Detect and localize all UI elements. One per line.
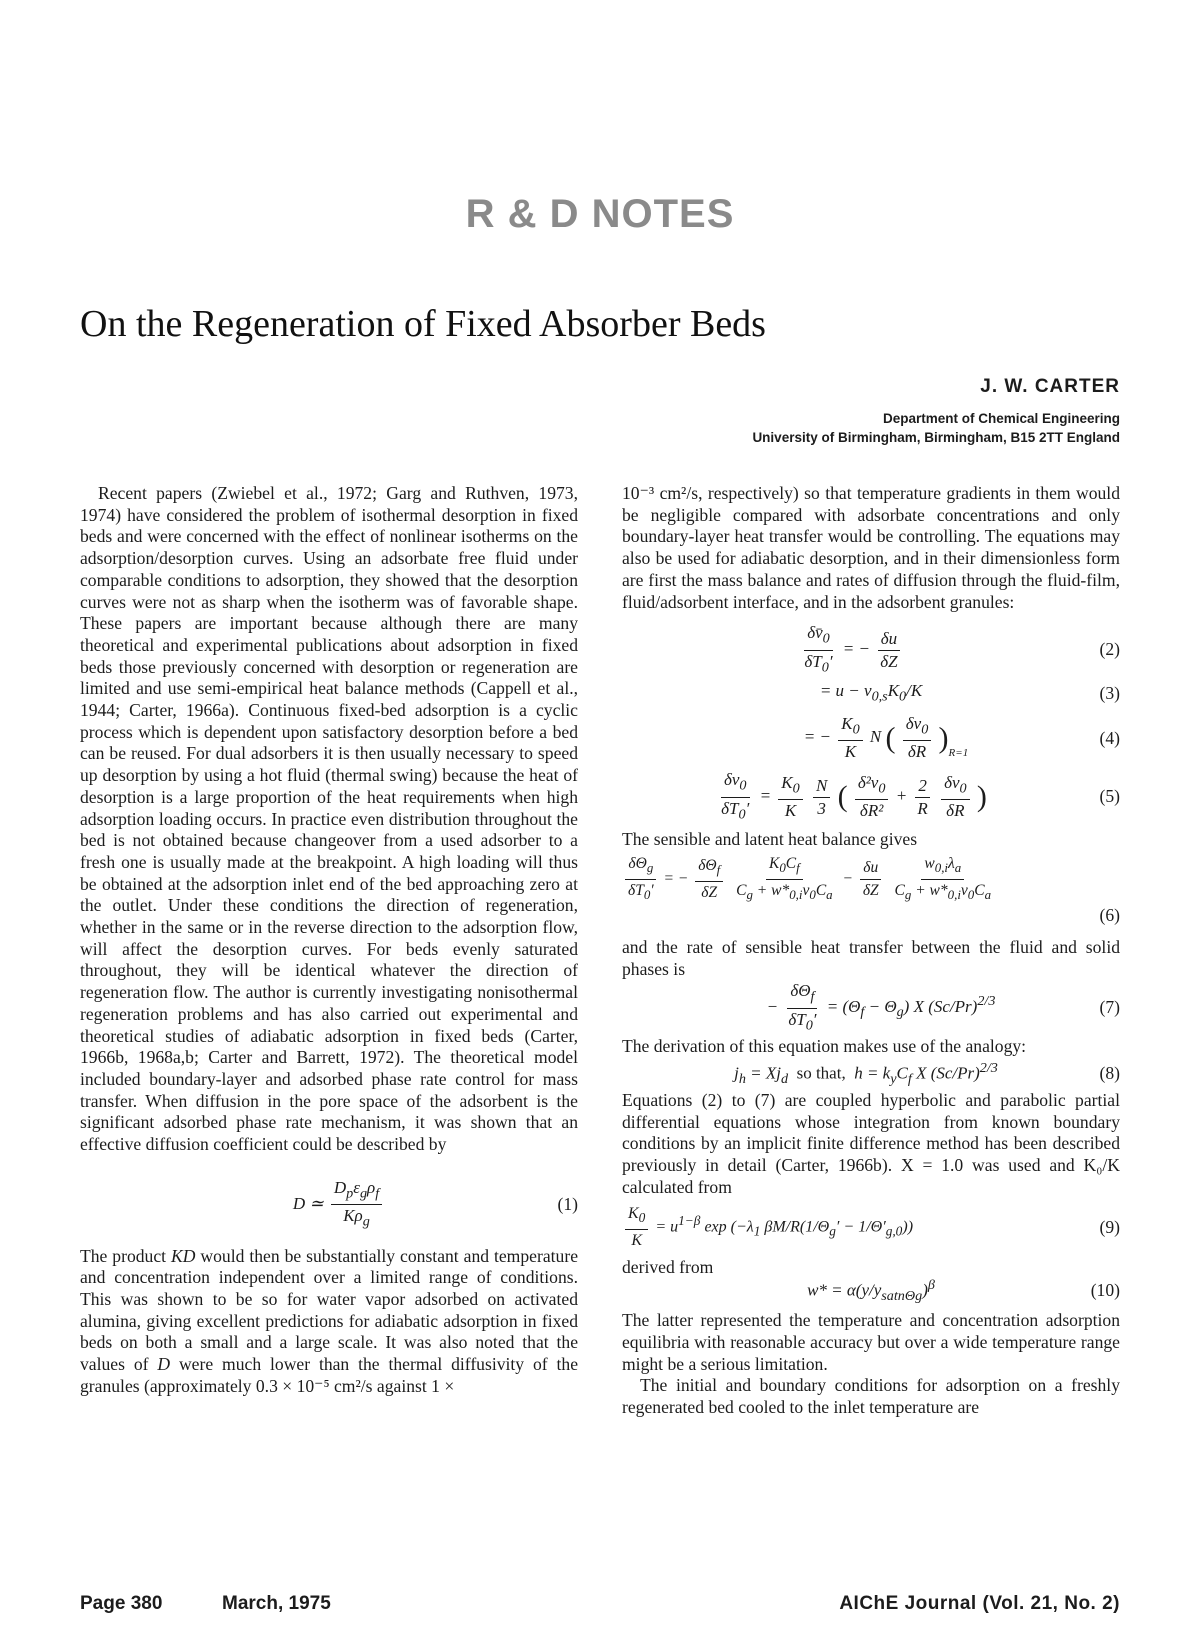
equation-9: $\frac{K_0}{K}$ = $u^{1-\beta}$ $\exp (-\lambda_1$ $\beta M/R(1/\Theta_g' - 1/\Theta'_{g,0})$) (9) <box>622 1199 1120 1257</box>
equation-5: $\frac{\delta v_0}{\delta T_0'}$ = $\frac{K_0}{K}$ $\frac{N}{3}$ ( $\frac{\delta^2v_0}{\text{δR²}}$ + $\frac{2}{R}$ $\frac{\delta v_0}{\delta R}$ ) (5) <box>721 770 1120 823</box>
equation-number: (4) <box>1099 728 1120 749</box>
analogy-text: The derivation of this equation makes use of the analogy: <box>622 1036 1027 1057</box>
sensible-heat-text: and the rate of sensible heat transfer between the fluid and solid phases is <box>622 936 1120 979</box>
author-name: J. W. CARTER <box>980 376 1120 397</box>
left-column <box>80 483 578 1398</box>
continuation-paragraph: 10⁻³ cm²/s, respectively) so that temperature gradients in them would be negligible compared with adsorbate concentrations and only boundary-layer heat transfer would be controlling. The equations may also be used for adiabatic desorption, and in their dimensionless form are first the mass balance and rates of diffusion through the fluid-film, fluid/adsorbent interface, and in the adsorbent granules: <box>622 483 1120 612</box>
equation-2: $\frac{\delta v̄_0}{\delta T_0'}$ = − $\frac{\delta u}{\delta Z}$ (2) <box>804 623 1120 676</box>
equation-4: = − $\frac{K_0}{K}$ N ( $\frac{\delta v_0}{\delta R}$ )$_{R=1}$ (4) <box>803 713 1120 762</box>
equation-number: (6) <box>1099 905 1120 926</box>
author-affiliation <box>752 409 1120 447</box>
page-number: Page 380 <box>80 1593 163 1614</box>
issue-date: March, 1975 <box>222 1593 331 1614</box>
equation-number: (1) <box>557 1193 578 1214</box>
equation-number: (3) <box>1099 683 1120 704</box>
journal-citation: AIChE Journal (Vol. 21, No. 2) <box>839 1593 1120 1614</box>
equation-3: = $u - v_{0,s}K_0/K$ (3) <box>819 681 1120 705</box>
equation-number: (7) <box>1099 997 1120 1018</box>
equation-1: D ≃ $\frac{D_p\varepsilon_g\rho_f}{K\rho_g}$ (1) <box>292 1177 578 1230</box>
equilibria-paragraph: The latter represented the temperature and concentration adsorption equilibria with reasonable accuracy but over a wide temperature range might be a serious limitation. <box>622 1310 1120 1374</box>
affiliation-university: University of Birmingham, Birmingham, B15 2TT England <box>752 430 1120 445</box>
heat-balance-text: The sensible and latent heat balance gives <box>622 829 918 850</box>
equation-number: (5) <box>1099 786 1120 807</box>
intro-paragraph: Recent papers (Zwiebel et al., 1972; Garg and Ruthven, 1973, 1974) have considered the problem of isothermal desorption in fixed beds and were concerned with the effect of nonlinear isotherms on the adsorption/desorption curves. Using an adsorbate free fluid under comparable conditions to adsorption, they showed that the desorption curves were not as sharp when the isotherm was of favorable shape. These papers are important because although there are many theoretical and experimental publications about adsorption in fixed beds those previously concerned with desorption or regeneration are limited and use semi-empirical heat balance methods (Cappell et al., 1944; Carter, 1966a). Continuous fixed-bed adsorption is a cyclic process which is dependent upon satisfactory desorption before a bed can be reused. For dual adsorbers it is then usually necessary to speed up desorption by using a hot fluid (thermal swing) because the heat of desorption is a large proportion of the heat requirements when high adsorption loading occurs. In practice even distribution throughout the bed is not obtained because changeover from a used adsorber to a fresh one is usually made at the breakpoint. A high loading will thus be obtained at the adsorption inlet end of the bed approaching zero at the outlet. Under these conditions the direction of regeneration, whether in the same or in the reverse direction to the adsorption flow, will affect the desorption curves. For beds evenly saturated throughout, they will be identical whatever the direction of regeneration flow. The author is currently investigating nonisothermal regeneration problems and has also carried out experimental and theoretical studies of adiabatic adsorption in fixed beds (Carter, 1966b, 1968a,b; Carter and Barrett, 1972). The theoretical model included boundary-layer and adsorbed phase rate control for mass transfer. When diffusion in the pore space of the adsorbent is the significant adsorbed phase rate mechanism, it was shown that an effective diffusion coefficient could be described by <box>80 483 578 1155</box>
equation-number: (9) <box>1099 1216 1120 1237</box>
equation-8: $j_h = Xj_d$ so that, $h = k_yC_f$ X $(Sc/Pr)^{2/3}$ (8) <box>734 1059 1120 1087</box>
article-title: On the Regeneration of Fixed Absorber Beds <box>80 303 766 345</box>
right-column <box>622 483 1120 1419</box>
equation-6-number-row <box>622 905 1120 927</box>
section-heading: R & D NOTES <box>465 192 735 236</box>
equation-7: − $\frac{\delta\Theta_f}{\delta T_0'}$ = $(\Theta_f - \Theta_g)$ X $(Sc/Pr)^{2/3}$ (7) <box>766 981 1120 1034</box>
product-kd-paragraph: The product KD would then be substantially constant and temperature and concentration independent over a limited range of conditions. This was shown to be so for water vapor adsorbed on activated alumina, giving excellent predictions for adiabatic adsorption in fixed beds on both a small and a large scale. It was also noted that the values of D were much lower than the thermal diffusivity of the granules (approximately 0.3 × 10⁻⁵ cm²/s against 1 × <box>80 1245 578 1396</box>
equation-number: (8) <box>1099 1063 1120 1084</box>
equation-number: (2) <box>1099 639 1120 660</box>
coupled-equations-paragraph: Equations (2) to (7) are coupled hyperbolic and parabolic partial differential equations whose integration from known boundary conditions by an implicit finite difference method has been described previously in detail (Carter, 1966b). X = 1.0 was used and K₀/K calculated from <box>622 1090 1120 1197</box>
affiliation-department: Department of Chemical Engineering <box>882 411 1120 426</box>
equation-10: $w* = \alpha(y/y_{satn\Theta g})^\beta$ (10) <box>807 1276 1120 1304</box>
equation-6: $\frac{\delta\Theta_g}{\delta T_0'}$ = − $\frac{\delta\Theta_f}{\delta Z}$ $\frac{K_0C_f}{C_g + w*_{0,i}v_0C_a}$ − $\frac{\delta u}{\delta Z}$ $\frac{w_{0,i}\lambda_a}{C_g + w*_{0,i}v_0C_a}$ <box>622 855 1120 905</box>
equation-number: (10) <box>1090 1280 1120 1301</box>
derived-from-text: derived from <box>622 1256 714 1277</box>
initial-conditions-paragraph: The initial and boundary conditions for adsorption on a freshly regenerated bed cooled to the inlet temperature are <box>622 1375 1120 1418</box>
